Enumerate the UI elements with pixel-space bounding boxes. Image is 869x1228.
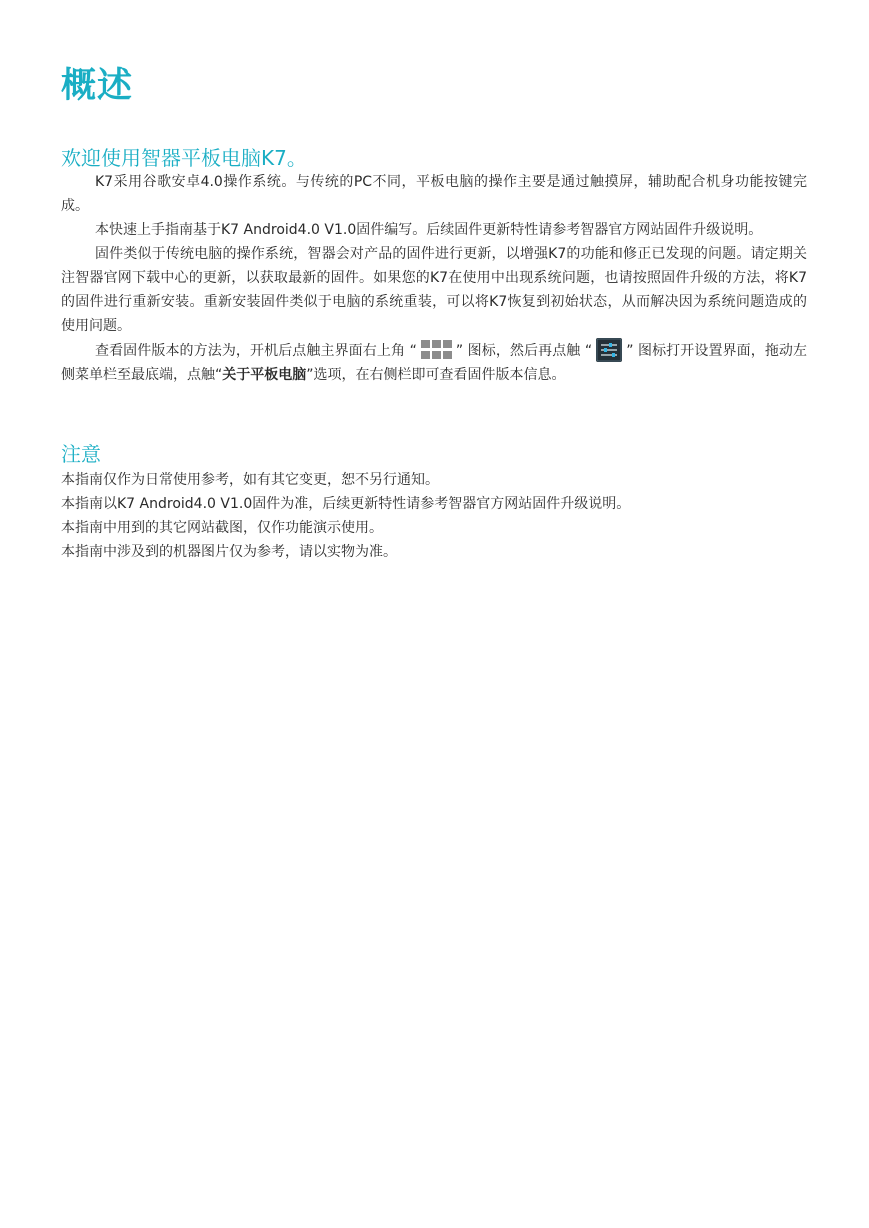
p4-text-3: ” 图标打开设置界面，拖动左侧菜单栏至最底端，点触“	[61, 343, 808, 383]
intro-body	[61, 170, 807, 387]
notes-body	[61, 468, 807, 564]
note-line: 本指南仅作为日常使用参考，如有其它变更，恕不另行通知。	[61, 472, 439, 488]
p4-text-2: ” 图标，然后再点触 “	[455, 343, 593, 359]
intro-paragraph-1: K7采用谷歌安卓4.0操作系统。与传统的PC不同，平板电脑的操作主要是通过触摸屏，辅助配合机身功能按键完成。	[61, 174, 807, 214]
notes-heading: 注意	[61, 442, 101, 466]
p4-text-4: ”选项，在右侧栏即可查看固件版本信息。	[306, 367, 566, 383]
note-line: 本指南中涉及到的机器图片仅为参考，请以实物为准。	[61, 544, 397, 560]
about-tablet-term: 关于平板电脑	[222, 367, 307, 383]
intro-paragraph-3: 固件类似于传统电脑的操作系统，智器会对产品的固件进行更新，以增强K7的功能和修正已发现的问题。请定期关注智器官网下载中心的更新，以获取最新的固件。如果您的K7在使用中出现系统问题，也请按照固件升级的方法，将K7的固件进行重新安装。重新安装固件类似于电脑的系统重装，可以将K7恢复到初始状态，从而解决因为系统问题造成的使用问题。	[61, 246, 807, 334]
app-grid-icon	[421, 340, 452, 360]
intro-paragraph-2: 本快速上手指南基于K7 Android4.0 V1.0固件编写。后续固件更新特性请参考智器官方网站固件升级说明。	[95, 222, 763, 238]
settings-sliders-icon	[596, 338, 622, 362]
note-line: 本指南中用到的其它网站截图，仅作功能演示使用。	[61, 520, 383, 536]
note-line: 本指南以K7 Android4.0 V1.0固件为准，后续更新特性请参考智器官方网站固件升级说明。	[61, 496, 631, 512]
p4-text-1: 查看固件版本的方法为，开机后点触主界面右上角 “	[95, 343, 417, 359]
intro-paragraph-4	[61, 338, 807, 387]
intro-heading: 欢迎使用智器平板电脑K7。	[61, 146, 307, 170]
page-title: 概述	[61, 66, 134, 106]
